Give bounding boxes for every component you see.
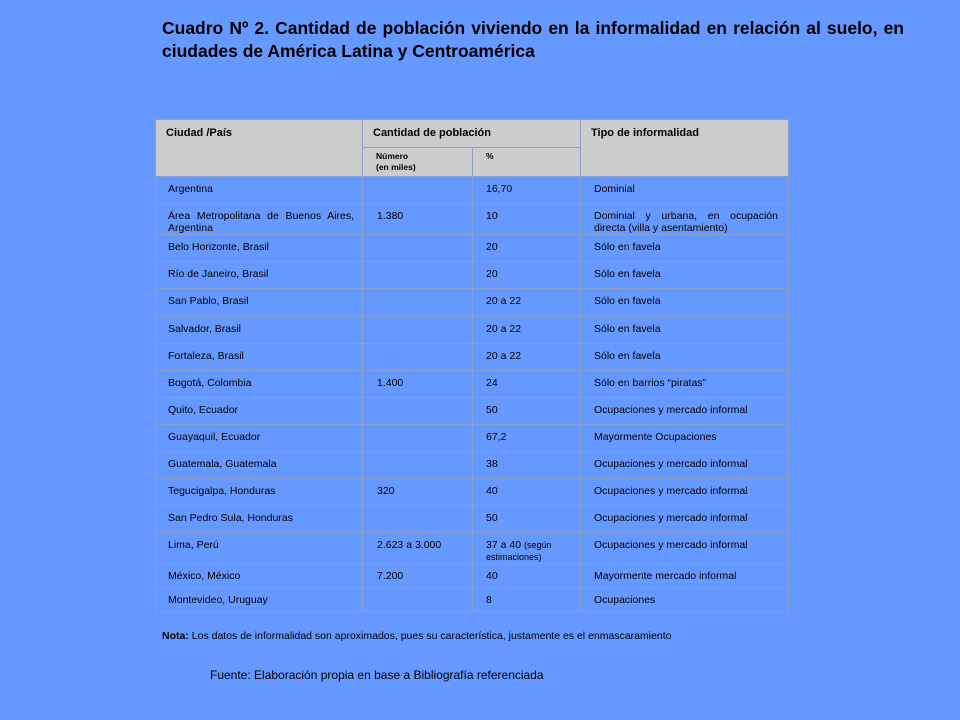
cell-percent (472, 317, 580, 343)
cell-number (362, 344, 472, 370)
percent-value: 20 (486, 268, 498, 280)
cell-number (362, 398, 472, 424)
cell-city: Bogotá, Colombia (168, 377, 252, 389)
cell-type: Sólo en favela (580, 344, 788, 370)
table-row (156, 261, 788, 288)
percent-value: 20 a 22 (486, 350, 522, 362)
percent-value: 40 (486, 485, 498, 497)
cell-city: Tegucigalpa, Honduras (168, 485, 276, 497)
cell-type: Sólo en favela (580, 289, 788, 316)
cell-percent (472, 564, 580, 587)
cell-city: Salvador, Brasil (168, 323, 241, 335)
cell-number (362, 177, 472, 203)
table-row (156, 288, 788, 316)
cell-city: Guatemala, Guatemala (168, 458, 277, 470)
cell-percent (472, 262, 580, 288)
cell-city: Quito, Ecuador (168, 404, 239, 416)
header-type: Tipo de informalidad (580, 120, 788, 176)
subheader-number-line1: Número (376, 151, 409, 161)
cell-percent (472, 344, 580, 370)
cell-city: México, México (168, 570, 241, 582)
cell-percent (472, 506, 580, 532)
cell-percent (472, 425, 580, 451)
cell-city: San Pablo, Brasil (168, 295, 249, 307)
percent-value: 67,2 (486, 431, 507, 443)
cell-number (362, 588, 472, 611)
table-row (156, 397, 788, 424)
cell-type: Ocupaciones y mercado informal (580, 479, 788, 505)
cell-city: San Pedro Sula, Honduras (168, 512, 293, 524)
header-population: Cantidad de población (362, 120, 580, 176)
table-row (156, 532, 788, 563)
cell-city: Montevideo, Uruguay (168, 594, 268, 606)
table-row (156, 451, 788, 478)
note-label: Nota: (162, 630, 189, 642)
cell-type: Sólo en favela (580, 262, 788, 288)
subheader-number (362, 148, 472, 176)
table-row (156, 370, 788, 397)
percent-value: 20 (486, 241, 498, 253)
cell-number (362, 452, 472, 478)
cell-percent (472, 479, 580, 505)
table-row (156, 316, 788, 343)
table-row (156, 563, 788, 587)
percent-value: 16,70 (486, 183, 513, 195)
cell-type: Ocupaciones y mercado informal (580, 452, 788, 478)
cell-type: Mayormente mercado informal (580, 564, 788, 587)
cell-percent (472, 235, 580, 261)
table-row (156, 343, 788, 370)
cell-number (362, 506, 472, 532)
cell-percent (472, 371, 580, 397)
table-row (156, 424, 788, 451)
table-row (156, 505, 788, 532)
cell-type: Ocupaciones y mercado informal (580, 398, 788, 424)
cell-type: Dominial (580, 177, 788, 203)
cell-type: Sólo en favela (580, 317, 788, 343)
page-title: Cuadro Nº 2. Cantidad de población viviendo en la informalidad en relación al suelo, en ciudades de América Latina y Centroamérica (162, 18, 904, 61)
cell-percent (472, 452, 580, 478)
percent-value: 37 a 40 (486, 539, 522, 551)
percent-value: 24 (486, 377, 498, 389)
cell-type: Mayormente Ocupaciones (580, 425, 788, 451)
cell-percent (472, 533, 580, 563)
percent-note: (según estimaciones) (486, 540, 552, 562)
subheader-number-line2: (en miles) (376, 162, 416, 172)
cell-percent (472, 398, 580, 424)
population-table (155, 119, 789, 612)
cell-number: 1.380 (362, 204, 472, 234)
cell-type: Ocupaciones (580, 588, 788, 611)
cell-number: 2.623 a 3.000 (362, 533, 472, 563)
percent-value: 10 (486, 210, 498, 222)
cell-type: Sólo en barrios “piratas” (580, 371, 788, 397)
note (162, 630, 672, 642)
percent-value: 8 (486, 594, 492, 606)
table-body (156, 176, 788, 611)
cell-number: 7.200 (362, 564, 472, 587)
cell-type: Dominial y urbana, en ocupación directa (villa y asentamiento) (580, 204, 788, 234)
cell-type: Sólo en favela (580, 235, 788, 261)
table-row (156, 176, 788, 203)
cell-city: Fortaleza, Brasil (168, 350, 244, 362)
source: Fuente: Elaboración propia en base a Bibliografía referenciada (210, 668, 544, 682)
cell-type: Ocupaciones y mercado informal (580, 506, 788, 532)
percent-value: 50 (486, 404, 498, 416)
cell-number: 1.400 (362, 371, 472, 397)
cell-city: Argentina (168, 183, 213, 195)
cell-city: Belo Horizonte, Brasil (168, 241, 269, 253)
cell-number (362, 289, 472, 316)
cell-city: Área Metropolitana de Buenos Aires, Argentina (168, 210, 354, 234)
cell-percent (472, 588, 580, 611)
cell-city: Guayaquil, Ecuador (168, 431, 261, 443)
cell-number (362, 235, 472, 261)
percent-value: 38 (486, 458, 498, 470)
table-row (156, 478, 788, 505)
subheader-percent: % (472, 148, 580, 176)
percent-value: 50 (486, 512, 498, 524)
cell-number (362, 262, 472, 288)
cell-type: Ocupaciones y mercado informal (580, 533, 788, 563)
table-row (156, 203, 788, 234)
header-city: Ciudad /País (166, 127, 233, 139)
cell-number: 320 (362, 479, 472, 505)
note-text: Los datos de informalidad son aproximados, pues su característica, justamente es el enmascaramiento (188, 630, 672, 642)
percent-value: 20 a 22 (486, 323, 522, 335)
percent-value: 20 a 22 (486, 295, 522, 307)
cell-number (362, 425, 472, 451)
cell-percent (472, 204, 580, 234)
cell-percent (472, 289, 580, 316)
cell-number (362, 317, 472, 343)
table-row (156, 234, 788, 261)
cell-city: Río de Janeiro, Brasil (168, 268, 269, 280)
cell-percent (472, 177, 580, 203)
percent-value: 40 (486, 570, 498, 582)
cell-city: Lima, Perú (168, 539, 219, 551)
table-header (156, 120, 788, 176)
table-row (156, 587, 788, 611)
